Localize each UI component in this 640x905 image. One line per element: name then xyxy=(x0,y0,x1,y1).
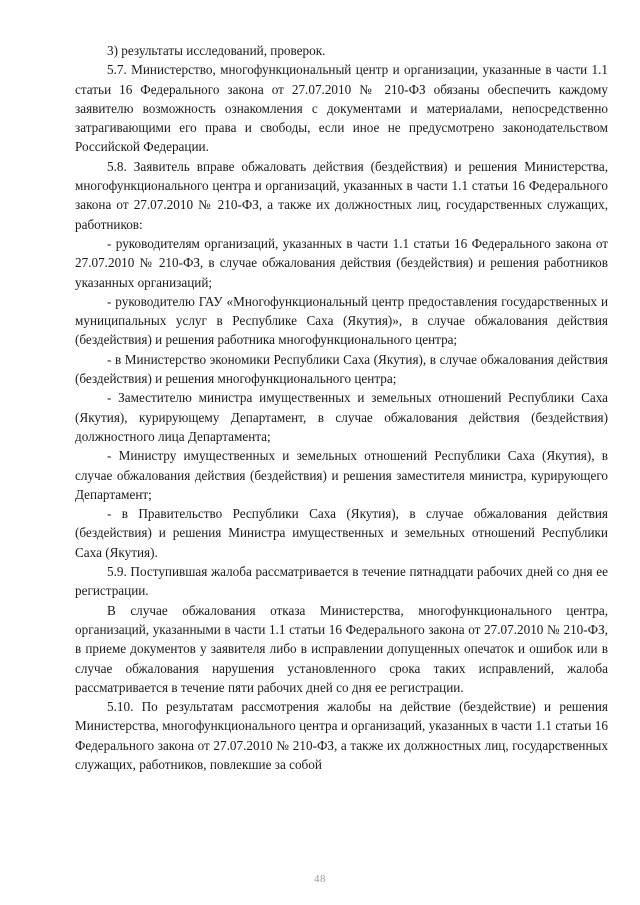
paragraph-5-9: 5.9. Поступившая жалоба рассматривается в течение пятнадцати рабочих дней со дня ее регистрации. xyxy=(75,564,608,599)
list-item-minister: - Министру имущественных и земельных отношений Республики Саха (Якутия), в случае обжалования действия (бездействия) и решения заместителя министра, курирующего Департамент; xyxy=(75,448,608,502)
list-item-deputy-minister: - Заместителю министра имущественных и земельных отношений Республики Саха (Якутия), курирующему Департамент, в случае обжалования действия (бездействия) должностного лица Департамента; xyxy=(75,390,608,444)
paragraph-refusal-appeal: В случае обжалования отказа Министерства, многофункционального центра, организаций, указанными в части 1.1 статьи 16 Федерального закона от 27.07.2010 № 210-ФЗ, в приеме документов у заявителя либо в исправлении допущенных опечаток и ошибок или в случае обжалования нарушения установленного срока таких исправлений, жалоба рассматривается в течение пяти рабочих дней со дня ее регистрации. xyxy=(75,602,608,695)
list-item-government: - в Правительство Республики Саха (Якутия), в случае обжалования действия (бездействия) и решения Министра имущественных и земельных отношений Республики Саха (Якутия). xyxy=(75,506,608,560)
paragraph-5-10: 5.10. По результатам рассмотрения жалобы на действие (бездействие) и решения Министерства, многофункционального центра и организаций, указанных в части 1.1 статьи 16 Федерального закона от 27.07.2010 № 210-ФЗ, а также их должностных лиц, государственных служащих, работников, повлекшие за собой xyxy=(75,699,608,772)
list-item-mfc-head: - руководителю ГАУ «Многофункциональный центр предоставления государственных и муниципальных услуг в Республике Саха (Якутия)», в случае обжалования действия (бездействия) и решения работника многофункционального центра; xyxy=(75,293,608,348)
paragraph-5-7: 5.7. Министерство, многофункциональный центр и организации, указанные в части 1.1 статьи 16 Федерального закона от 27.07.2010 № 210-ФЗ обязаны обеспечить каждому заявителю возможность ознакомления с документами и материалами, непосредственно затрагивающими его права и свободы, если иное не предусмотрено законодательством Российской Федерации. xyxy=(75,62,608,155)
paragraph-5-8: 5.8. Заявитель вправе обжаловать действия (бездействия) и решения Министерства, многофункционального центра и организаций, указанных в части 1.1 статьи 16 Федерального закона от 27.07.2010 № 210-ФЗ, а также их должностных лиц, государственных служащих, работников: xyxy=(75,158,608,232)
document-body xyxy=(75,41,608,774)
list-item-ministry-of-economy: - в Министерство экономики Республики Саха (Якутия), в случае обжалования действия (бездействия) и решения многофункционального центра; xyxy=(75,351,608,387)
page-number: 48 xyxy=(314,873,326,885)
paragraph-results-list-item: 3) результаты исследований, проверок. xyxy=(107,43,326,58)
list-item-organization-heads: - руководителям организаций, указанных в части 1.1 статьи 16 Федерального закона от 27.07.2010 № 210-ФЗ, в случае обжалования действия (бездействия) и решения работников указанных организаций; xyxy=(75,235,608,290)
